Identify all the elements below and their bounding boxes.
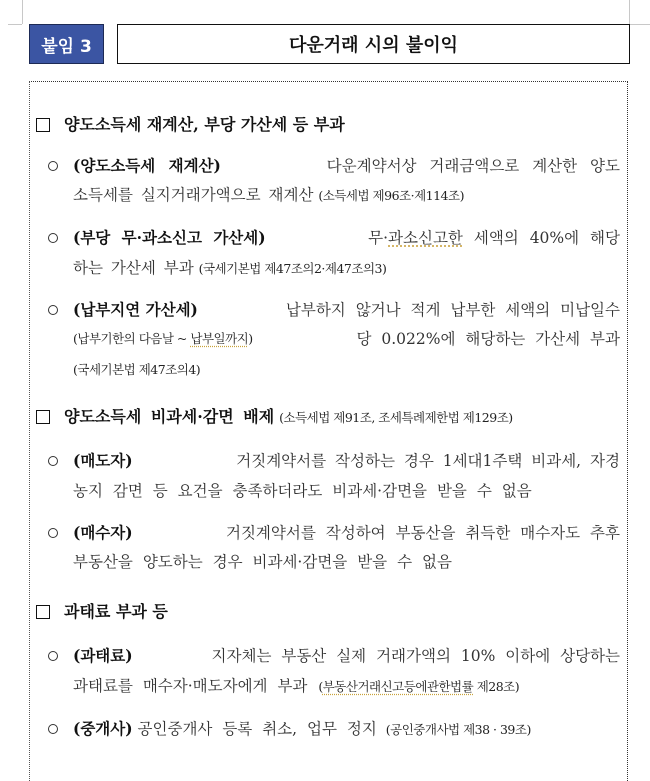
legal-reference: (국세기본법 제47조의2·제47조의3) bbox=[198, 261, 387, 276]
attachment-badge: 붙임 3 bbox=[29, 24, 104, 64]
list-item-line bbox=[73, 523, 620, 543]
list-item-line bbox=[73, 359, 200, 380]
item-text: 당 0.022%에 해당하는 가산세 부과 bbox=[356, 330, 620, 348]
circle-bullet-icon bbox=[48, 233, 58, 243]
section-heading: 양도소득세 비과세·감면 배제 bbox=[64, 407, 275, 426]
list-item-line bbox=[73, 552, 452, 572]
list-item-line bbox=[73, 156, 620, 176]
ref-text: (납부기한의 다음날 ~ bbox=[73, 331, 191, 346]
square-bullet-icon bbox=[36, 118, 50, 132]
circle-bullet-icon bbox=[48, 651, 58, 661]
item-label: (부당 무·과소신고 가산세) bbox=[73, 228, 266, 247]
item-text: 지자체는 부동산 실제 거래가액의 10% 이하에 상당하는 bbox=[211, 647, 620, 665]
item-label: (매도자) bbox=[73, 451, 133, 470]
item-text: 하는 가산세 부과 bbox=[73, 259, 194, 277]
item-text-group bbox=[368, 228, 620, 248]
circle-bullet-icon bbox=[48, 305, 58, 315]
list-item-line bbox=[73, 451, 620, 471]
legal-reference: (공인중개사법 제38 · 39조) bbox=[385, 722, 531, 737]
crop-mark-top-left-h bbox=[8, 24, 22, 25]
ref-text: ( bbox=[318, 679, 323, 694]
circle-bullet-icon bbox=[48, 528, 58, 538]
crop-mark-top-right-v bbox=[629, 0, 630, 24]
section-heading: 양도소득세 재계산, 부당 가산세 등 부과 bbox=[64, 115, 345, 134]
spellcheck-word: 부동산거래신고등에관한법률 bbox=[322, 679, 474, 694]
item-label: (중개사) bbox=[73, 719, 133, 738]
item-label: (납부지연 가산세) bbox=[73, 300, 198, 319]
item-text: 세액의 40%에 해당 bbox=[473, 229, 620, 247]
spellcheck-word: 납부일까지 bbox=[190, 331, 249, 346]
ref-text: 제28조) bbox=[473, 679, 520, 694]
square-bullet-icon bbox=[36, 605, 50, 619]
legal-reference bbox=[318, 679, 519, 694]
item-text: 부동산을 양도하는 경우 비과세·감면을 받을 수 없음 bbox=[73, 553, 452, 571]
circle-bullet-icon bbox=[48, 456, 58, 466]
list-item-line bbox=[73, 719, 531, 740]
page-title: 다운거래 시의 불이익 bbox=[117, 24, 630, 64]
item-text: 과태료를 매수자·매도자에게 부과 bbox=[73, 677, 308, 695]
list-item-line bbox=[73, 185, 464, 206]
ref-text: ) bbox=[248, 331, 253, 346]
section-heading: 과태료 부과 등 bbox=[64, 602, 168, 621]
item-text: 거짓계약서를 작성하는 경우 1세대1주택 비과세, 자경 bbox=[236, 452, 620, 470]
item-text: 무· bbox=[368, 229, 389, 247]
circle-bullet-icon bbox=[48, 724, 58, 734]
item-text: 공인중개사 등록 취소, 업무 정지 bbox=[137, 720, 377, 738]
list-item-line bbox=[73, 300, 620, 320]
item-text: 농지 감면 등 요건을 충족하더라도 비과세·감면을 받을 수 없음 bbox=[73, 482, 532, 500]
item-text: 납부하지 않거나 적게 납부한 세액의 미납일수 bbox=[285, 301, 620, 319]
item-text: 소득세를 실지거래가액으로 재계산 bbox=[73, 186, 314, 204]
item-text: 다운계약서상 거래금액으로 계산한 양도 bbox=[326, 157, 620, 175]
legal-reference: (국세기본법 제47조의4) bbox=[73, 362, 201, 377]
item-label: (매수자) bbox=[73, 523, 133, 542]
legal-reference: (소득세법 제96조·제114조) bbox=[318, 188, 464, 203]
circle-bullet-icon bbox=[48, 161, 58, 171]
list-item-line bbox=[73, 258, 386, 279]
crop-mark-top-left-v bbox=[22, 0, 23, 24]
spellcheck-word: 과소신고한 bbox=[388, 229, 463, 247]
list-item-line bbox=[73, 228, 620, 248]
square-bullet-icon bbox=[36, 410, 50, 424]
list-item-line bbox=[73, 676, 519, 697]
item-label: (양도소득세 재계산) bbox=[73, 156, 221, 175]
crop-mark-top-right-h bbox=[630, 24, 650, 25]
item-label: (과태료) bbox=[73, 646, 133, 665]
legal-reference bbox=[73, 329, 253, 349]
list-item-line bbox=[73, 481, 532, 501]
item-text: 거짓계약서를 작성하여 부동산을 취득한 매수자도 추후 bbox=[225, 524, 620, 542]
list-item-line bbox=[73, 646, 620, 666]
section-heading-line bbox=[64, 407, 513, 428]
list-item-line bbox=[73, 329, 620, 349]
legal-reference: (소득세법 제91조, 조세특례제한법 제129조) bbox=[279, 410, 513, 425]
